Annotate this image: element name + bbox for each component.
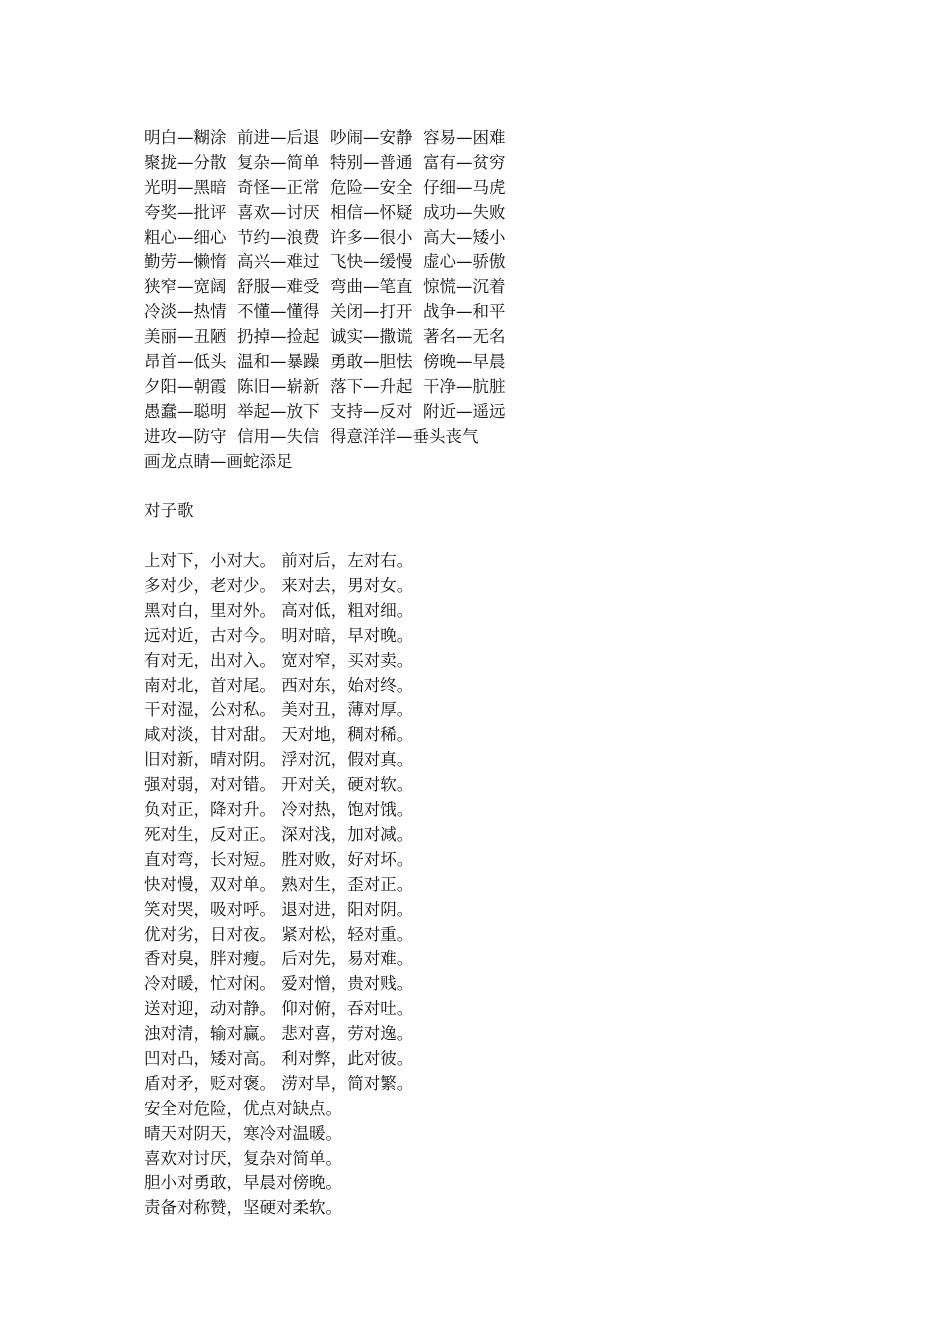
couplet-line: 优对劣，日对夜。 紧对松，轻对重。 (144, 924, 414, 944)
antonym-line: 昂首—低头 温和—暴躁 勇敢—胆怯 傍晚—早晨 (144, 352, 506, 372)
antonym-line: 勤劳—懒惰 高兴—难过 飞快—缓慢 虚心—骄傲 (144, 252, 506, 272)
couplet-line: 负对正，降对升。 冷对热，饱对饿。 (144, 800, 414, 820)
antonym-line: 愚蠢—聪明 举起—放下 支持—反对 附近—遥远 (144, 401, 506, 421)
section-title: 对子歌 (144, 501, 194, 521)
couplet-line: 冷对暖，忙对闲。 爱对憎，贵对贱。 (144, 974, 414, 994)
couplet-line: 快对慢，双对单。 熟对生，歪对正。 (144, 874, 414, 894)
couplet-line: 香对臭，胖对瘦。 后对先，易对难。 (144, 949, 414, 969)
couplet-line: 有对无，出对入。 宽对窄，买对卖。 (144, 650, 414, 670)
couplet-line: 盾对矛，贬对褒。 涝对旱，简对繁。 (144, 1073, 414, 1093)
couplet-list (144, 549, 864, 1221)
couplet-line: 南对北，首对尾。 西对东，始对终。 (144, 675, 414, 695)
couplet-line: 死对生，反对正。 深对浅，加对减。 (144, 824, 414, 844)
couplet-line: 送对迎，动对静。 仰对俯，吞对吐。 (144, 999, 414, 1019)
antonym-line: 光明—黑暗 奇怪—正常 危险—安全 仔细—马虎 (144, 177, 506, 197)
antonym-line: 画龙点睛—画蛇添足 (144, 451, 293, 471)
antonym-list (144, 126, 864, 474)
antonym-line: 冷淡—热情 不懂—懂得 关闭—打开 战争—和平 (144, 302, 506, 322)
couplet-line: 多对少，老对少。 来对去，男对女。 (144, 576, 414, 596)
couplet-line: 安全对危险，优点对缺点。 (144, 1098, 342, 1118)
spacer (144, 474, 864, 499)
couplet-line: 强对弱，对对错。 开对关，硬对软。 (144, 775, 414, 795)
antonym-line: 夸奖—批评 喜欢—讨厌 相信—怀疑 成功—失败 (144, 202, 506, 222)
couplet-line: 浊对清，输对赢。 悲对喜，劳对逸。 (144, 1024, 414, 1044)
couplet-line: 黑对白，里对外。 高对低，粗对细。 (144, 600, 414, 620)
couplet-line: 旧对新，晴对阴。 浮对沉，假对真。 (144, 750, 414, 770)
couplet-line: 凹对凸，矮对高。 利对弊，此对彼。 (144, 1048, 414, 1068)
couplet-line: 胆小对勇敢，早晨对傍晚。 (144, 1173, 342, 1193)
couplet-line: 远对近，古对今。 明对暗，早对晚。 (144, 625, 414, 645)
couplet-line: 喜欢对讨厌，复杂对简单。 (144, 1148, 342, 1168)
couplet-line: 笑对哭，吸对呼。 退对进，阳对阴。 (144, 899, 414, 919)
spacer (144, 524, 864, 549)
antonym-line: 夕阳—朝霞 陈旧—崭新 落下—升起 干净—肮脏 (144, 376, 506, 396)
couplet-line: 直对弯，长对短。 胜对败，好对坏。 (144, 849, 414, 869)
antonym-line: 美丽—丑陋 扔掉—捡起 诚实—撒谎 著名—无名 (144, 327, 506, 347)
couplet-line: 晴天对阴天，寒冷对温暖。 (144, 1123, 342, 1143)
antonym-line: 狭窄—宽阔 舒服—难受 弯曲—笔直 惊慌—沉着 (144, 277, 506, 297)
antonym-line: 明白—糊涂 前进—后退 吵闹—安静 容易—困难 (144, 128, 506, 147)
antonym-line: 进攻—防守 信用—失信 得意洋洋—垂头丧气 (144, 426, 479, 446)
couplet-line: 咸对淡，甘对甜。 天对地，稠对稀。 (144, 725, 414, 745)
couplet-line: 上对下，小对大。 前对后，左对右。 (144, 551, 414, 571)
couplet-line: 责备对称赞，坚硬对柔软。 (144, 1198, 342, 1218)
antonym-line: 聚拢—分散 复杂—简单 特别—普通 富有—贫穷 (144, 152, 506, 172)
document-page (144, 126, 864, 1221)
couplet-line: 干对湿，公对私。 美对丑，薄对厚。 (144, 700, 414, 720)
antonym-line: 粗心—细心 节约—浪费 许多—很小 高大—矮小 (144, 227, 506, 247)
